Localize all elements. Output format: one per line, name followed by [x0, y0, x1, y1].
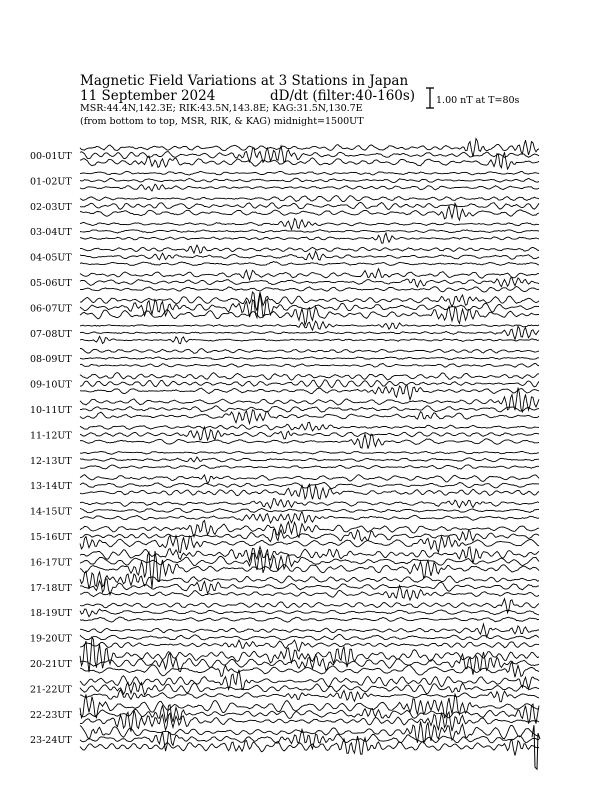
trace-MSR-21-22UT	[80, 690, 539, 702]
hour-label-13-14UT: 13-14UT	[30, 481, 72, 493]
trace-KAG-11-12UT	[80, 422, 539, 431]
hour-label-15-16UT: 15-16UT	[30, 532, 72, 543]
trace-MSR-02-03UT	[80, 203, 539, 220]
trace-KAG-18-19UT	[80, 599, 539, 613]
trace-RIK-03-04UT	[80, 230, 539, 234]
trace-MSR-00-01UT	[80, 152, 539, 169]
hour-label-20-21UT: 20-21UT	[30, 659, 72, 670]
traces	[80, 139, 540, 770]
hour-label-16-17UT: 16-17UT	[30, 557, 72, 569]
trace-MSR-08-09UT	[80, 363, 539, 367]
hour-label-12-13UT: 12-13UT	[30, 455, 72, 467]
trace-KAG-21-22UT	[80, 670, 539, 690]
hour-label-05-06UT: 05-06UT	[30, 278, 72, 289]
trace-KAG-05-06UT	[80, 269, 539, 280]
trace-RIK-15-16UT	[80, 529, 539, 541]
trace-RIK-09-10UT	[80, 380, 539, 388]
trace-KAG-01-02UT	[80, 171, 539, 175]
hour-label-09-10UT: 09-10UT	[30, 379, 72, 391]
trace-KAG-02-03UT	[80, 196, 539, 202]
trace-KAG-00-01UT	[80, 139, 539, 157]
hour-label-00-01UT: 00-01UT	[30, 151, 72, 162]
trace-KAG-12-13UT	[80, 451, 539, 454]
hour-label-17-18UT: 17-18UT	[30, 582, 72, 594]
trace-RIK-05-06UT	[80, 278, 539, 287]
hour-label-07-08UT: 07-08UT	[30, 328, 72, 340]
trace-order-note: (from bottom to top, MSR, RIK, & KAG) midnight=1500UT	[80, 116, 364, 127]
trace-MSR-07-08UT	[80, 336, 539, 343]
hour-label-22-23UT: 22-23UT	[30, 709, 72, 721]
trace-MSR-22-23UT	[80, 710, 539, 732]
hour-label-21-22UT: 21-22UT	[30, 684, 72, 696]
trace-MSR-18-19UT	[80, 617, 539, 622]
trace-MSR-16-17UT	[80, 551, 539, 588]
trace-RIK-04-05UT	[80, 251, 539, 260]
trace-RIK-10-11UT	[80, 406, 539, 412]
hour-label-06-07UT: 06-07UT	[30, 303, 72, 315]
trace-RIK-14-15UT	[80, 508, 539, 512]
hour-label-11-12UT: 11-12UT	[30, 430, 72, 442]
trace-MSR-17-18UT	[80, 586, 539, 601]
hour-label-23-24UT: 23-24UT	[30, 735, 72, 747]
trace-RIK-17-18UT	[80, 579, 539, 595]
trace-MSR-05-06UT	[80, 287, 539, 292]
trace-KAG-23-24UT	[80, 722, 539, 743]
trace-MSR-01-02UT	[80, 184, 539, 191]
trace-KAG-04-05UT	[80, 245, 539, 253]
chart-title: Magnetic Field Variations at 3 Stations in Japan	[80, 73, 409, 89]
trace-MSR-04-05UT	[80, 262, 539, 266]
trace-MSR-12-13UT	[80, 465, 539, 469]
scale-bar-label: 1.00 nT at T=80s	[436, 95, 520, 106]
hour-label-08-09UT: 08-09UT	[30, 354, 72, 366]
hour-label-02-03UT: 02-03UT	[30, 201, 72, 213]
hour-label-03-04UT: 03-04UT	[30, 227, 72, 239]
trace-RIK-19-20UT	[80, 634, 539, 640]
trace-KAG-03-04UT	[80, 219, 539, 230]
scale-bar	[426, 88, 434, 108]
trace-KAG-13-14UT	[80, 475, 539, 484]
hour-label-18-19UT: 18-19UT	[30, 608, 72, 620]
hour-label-01-02UT: 01-02UT	[30, 176, 72, 188]
trace-RIK-01-02UT	[80, 178, 539, 182]
hour-labels	[30, 151, 72, 746]
hour-label-10-11UT: 10-11UT	[30, 405, 72, 416]
trace-MSR-20-21UT	[80, 662, 539, 677]
trace-RIK-18-19UT	[80, 609, 539, 617]
trace-RIK-02-03UT	[80, 202, 539, 209]
trace-KAG-14-15UT	[80, 499, 539, 509]
trace-KAG-08-09UT	[80, 349, 539, 354]
hour-label-04-05UT: 04-05UT	[30, 252, 72, 264]
trace-MSR-14-15UT	[80, 512, 539, 523]
trace-KAG-15-16UT	[80, 520, 539, 537]
trace-MSR-10-11UT	[80, 410, 539, 424]
trace-MSR-09-10UT	[80, 385, 539, 400]
trace-RIK-07-08UT	[80, 326, 539, 339]
trace-MSR-19-20UT	[80, 640, 539, 651]
trace-KAG-19-20UT	[80, 624, 539, 637]
hour-label-19-20UT: 19-20UT	[30, 633, 72, 645]
chart-quantity: dD/dt (filter:40-160s)	[270, 88, 416, 104]
chart-date: 11 September 2024	[80, 88, 216, 104]
trace-RIK-11-12UT	[80, 427, 539, 440]
hour-label-14-15UT: 14-15UT	[30, 506, 72, 518]
trace-RIK-08-09UT	[80, 357, 539, 360]
trace-MSR-03-04UT	[80, 233, 539, 243]
station-coordinates: MSR:44.4N,142.3E; RIK:43.5N,143.8E; KAG:31.5N,130.7E	[80, 103, 363, 114]
trace-RIK-21-22UT	[80, 682, 539, 695]
trace-KAG-09-10UT	[80, 373, 539, 381]
trace-RIK-12-13UT	[80, 457, 539, 462]
trace-KAG-07-08UT	[80, 321, 539, 330]
